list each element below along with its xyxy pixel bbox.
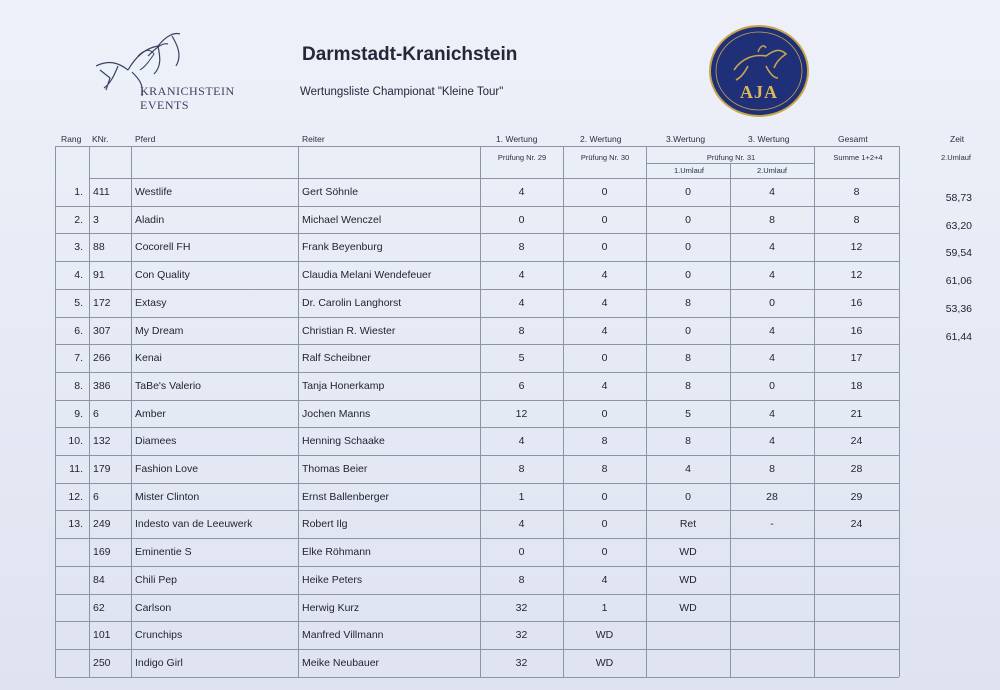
cell-w3a: 0 xyxy=(685,325,691,337)
cell-reiter: Robert Ilg xyxy=(302,518,348,530)
cell-gesamt: 28 xyxy=(850,463,863,475)
cell-w3a: 0 xyxy=(685,491,691,503)
cell-zeit: 59,54 xyxy=(945,247,972,259)
page-subtitle: Wertungsliste Championat "Kleine Tour" xyxy=(300,86,504,98)
cell-rang: 6. xyxy=(74,325,83,337)
cell-zeit: 61,06 xyxy=(945,275,972,287)
cell-gesamt: 16 xyxy=(850,297,863,309)
cell-w1: 4 xyxy=(518,297,525,309)
cell-reiter: Dr. Carolin Langhorst xyxy=(302,297,402,309)
header-gesamt: Gesamt xyxy=(838,134,868,144)
cell-reiter: Heike Peters xyxy=(302,574,363,586)
cell-w1: 5 xyxy=(518,352,525,364)
cell-gesamt: 24 xyxy=(850,435,863,447)
header-wertung-3a: 3.Wertung xyxy=(666,134,706,144)
cell-rang: 7. xyxy=(74,352,83,364)
subheader-pruefung-30: Prüfung Nr. 30 xyxy=(580,153,630,162)
cell-reiter: Thomas Beier xyxy=(302,463,368,475)
header-rang: Rang xyxy=(61,134,82,144)
cell-reiter: Ernst Ballenberger xyxy=(302,491,389,503)
cell-w2: 0 xyxy=(601,214,608,226)
row-divider-line xyxy=(55,233,899,234)
cell-w2: WD xyxy=(595,629,614,641)
cell-w3a: 0 xyxy=(685,241,691,253)
column-divider-line xyxy=(131,146,132,677)
cell-w2: 4 xyxy=(601,574,608,586)
cell-w3a: WD xyxy=(679,602,697,614)
cell-pferd: Amber xyxy=(135,408,166,420)
cell-knr: 88 xyxy=(93,241,105,253)
cell-reiter: Manfred Villmann xyxy=(302,629,384,641)
row-divider-line xyxy=(55,289,899,290)
cell-gesamt: 8 xyxy=(853,214,860,226)
cell-w1: 12 xyxy=(515,408,528,420)
cell-reiter: Ralf Scheibner xyxy=(302,352,371,364)
cell-pferd: Extasy xyxy=(135,297,167,309)
cell-gesamt: 18 xyxy=(850,380,863,392)
cell-reiter: Herwig Kurz xyxy=(302,602,360,614)
cell-reiter: Gert Söhnle xyxy=(302,186,359,198)
row-divider-line xyxy=(55,538,899,539)
cell-w3b: 28 xyxy=(766,491,778,503)
cell-knr: 386 xyxy=(93,380,111,392)
cell-pferd: Kenai xyxy=(135,352,162,364)
row-divider-line xyxy=(55,317,899,318)
cell-knr: 266 xyxy=(93,352,111,364)
cell-knr: 249 xyxy=(93,518,111,530)
badge-emblem-icon xyxy=(708,24,810,118)
cell-reiter: Henning Schaake xyxy=(302,435,385,447)
cell-w3b: 0 xyxy=(769,380,775,392)
cell-w3b: 4 xyxy=(769,352,775,364)
cell-w2: 0 xyxy=(601,491,608,503)
page-title: Darmstadt-Kranichstein xyxy=(302,44,518,65)
subheader-zeit-umlauf: 2.Umlauf xyxy=(940,153,971,162)
cell-w3b: 4 xyxy=(769,435,775,447)
subheader-umlauf-1: 1.Umlauf xyxy=(673,166,704,175)
cell-w3a: 0 xyxy=(685,269,691,281)
subheader-pruefung-29: Prüfung Nr. 29 xyxy=(497,153,547,162)
cell-w3a: 0 xyxy=(685,186,691,198)
cell-w2: 8 xyxy=(601,435,608,447)
cell-pferd: Con Quality xyxy=(135,269,190,281)
cell-pferd: Mister Clinton xyxy=(135,491,200,503)
header-pferd: Pferd xyxy=(135,134,156,144)
cell-w3a: 8 xyxy=(685,297,691,309)
cell-reiter: Michael Wenczel xyxy=(302,214,382,226)
cell-pferd: Diamees xyxy=(135,435,177,447)
row-divider-line xyxy=(55,344,899,345)
row-divider-line xyxy=(55,261,899,262)
table-top-line xyxy=(55,146,899,147)
cell-rang: 8. xyxy=(74,380,83,392)
header-wertung-3b: 3. Wertung xyxy=(748,134,790,144)
cell-pferd: Chili Pep xyxy=(135,574,178,586)
cell-reiter: Elke Röhmann xyxy=(302,546,371,558)
cell-w3a: 8 xyxy=(685,380,691,392)
cell-w2: 4 xyxy=(601,325,608,337)
row-divider-line xyxy=(55,372,899,373)
cell-rang: 9. xyxy=(74,408,83,420)
cell-w1: 8 xyxy=(518,325,525,337)
cell-w1: 32 xyxy=(515,657,528,669)
cell-w2: 0 xyxy=(601,546,608,558)
cell-w2: 4 xyxy=(601,380,608,392)
cell-w2: 0 xyxy=(601,186,608,198)
row-divider-line xyxy=(55,455,899,456)
cell-knr: 3 xyxy=(93,214,99,226)
cell-rang: 11. xyxy=(69,463,83,475)
header-zeit: Zeit xyxy=(950,134,965,144)
cell-rang: 2. xyxy=(74,214,83,226)
cell-w1: 32 xyxy=(515,629,528,641)
cell-pferd: Indigo Girl xyxy=(135,657,183,669)
cell-w1: 8 xyxy=(518,241,525,253)
header-wertung-1: 1. Wertung xyxy=(496,134,538,144)
subheader-umlauf-2: 2.Umlauf xyxy=(756,166,787,175)
cell-knr: 411 xyxy=(93,186,110,198)
column-divider-line xyxy=(89,146,90,677)
cell-reiter: Tanja Honerkamp xyxy=(302,380,385,392)
cell-knr: 172 xyxy=(93,297,111,309)
cell-w1: 4 xyxy=(518,518,525,530)
cell-w3b: 4 xyxy=(769,269,775,281)
cell-w1: 1 xyxy=(518,491,525,503)
header-wertung-2: 2. Wertung xyxy=(580,134,622,144)
cell-gesamt: 16 xyxy=(850,325,863,337)
cell-w2: 8 xyxy=(601,463,608,475)
subheader-pruefung-31: Prüfung Nr. 31 xyxy=(706,153,756,162)
row-divider-line xyxy=(55,594,899,595)
cell-w3a: 4 xyxy=(685,463,691,475)
cell-gesamt: 12 xyxy=(850,269,863,281)
cell-gesamt: 8 xyxy=(853,186,860,198)
logo-name: KRANICHSTEIN xyxy=(140,84,235,98)
cell-gesamt: 17 xyxy=(850,352,863,364)
column-divider-line xyxy=(298,146,299,677)
row-divider-line xyxy=(55,206,899,207)
row-divider-line xyxy=(55,621,899,622)
cell-w2: 0 xyxy=(601,352,608,364)
cell-pferd: Crunchips xyxy=(135,629,183,641)
cell-pferd: Indesto van de Leeuwerk xyxy=(135,518,253,530)
cell-pferd: Fashion Love xyxy=(135,463,199,475)
cell-knr: 307 xyxy=(93,325,111,337)
cell-rang: 10. xyxy=(68,435,83,447)
cell-reiter: Frank Beyenburg xyxy=(302,241,383,253)
cell-w3a: 5 xyxy=(685,408,691,420)
cell-w1: 8 xyxy=(518,574,525,586)
cell-w2: 0 xyxy=(601,408,608,420)
cell-reiter: Jochen Manns xyxy=(302,408,371,420)
cell-w3b: 0 xyxy=(769,297,775,309)
cell-pferd: Aladin xyxy=(135,214,165,226)
cell-zeit: 58,73 xyxy=(945,192,972,204)
cell-w3a: WD xyxy=(679,546,697,558)
cell-w1: 32 xyxy=(515,602,528,614)
cell-gesamt: 12 xyxy=(850,241,863,253)
cell-zeit: 61,44 xyxy=(945,331,972,343)
row-divider-line xyxy=(55,400,899,401)
cell-w1: 8 xyxy=(518,463,525,475)
cell-rang: 4. xyxy=(74,269,83,281)
cell-w3a: 8 xyxy=(685,435,691,447)
row-divider-line xyxy=(55,566,899,567)
cell-knr: 169 xyxy=(93,546,111,558)
header-knr: KNr. xyxy=(92,134,109,144)
subheader-summe: Summe 1+2+4 xyxy=(833,153,883,162)
badge-letters: AJA xyxy=(740,82,778,102)
cell-w3b: 4 xyxy=(769,325,775,337)
cell-w3b: 4 xyxy=(769,408,775,420)
row-divider-line xyxy=(55,649,899,650)
header-bottom-line xyxy=(89,178,899,179)
cell-knr: 91 xyxy=(93,269,105,281)
cell-w2: 1 xyxy=(601,602,608,614)
cell-w1: 4 xyxy=(518,186,525,198)
cell-pferd: My Dream xyxy=(135,325,184,337)
cell-gesamt: 24 xyxy=(850,518,863,530)
cell-reiter: Christian R. Wiester xyxy=(302,325,396,337)
aja-badge xyxy=(708,24,810,118)
cell-knr: 62 xyxy=(93,602,105,614)
cell-rang: 3. xyxy=(74,241,83,253)
cell-w3b: - xyxy=(770,518,774,530)
header-reiter: Reiter xyxy=(302,134,325,144)
cell-w1: 0 xyxy=(518,546,525,558)
row-divider-line xyxy=(55,483,899,484)
cell-gesamt: 29 xyxy=(850,491,863,503)
cell-zeit: 63,20 xyxy=(945,220,972,232)
cell-w3b: 4 xyxy=(769,186,775,198)
cell-w3a: Ret xyxy=(679,518,697,530)
cell-reiter: Claudia Melani Wendefeuer xyxy=(302,269,432,281)
cell-knr: 179 xyxy=(93,463,111,475)
cell-pferd: Westlife xyxy=(135,186,173,198)
cell-pferd: Eminentie S xyxy=(135,546,192,558)
cell-rang: 5. xyxy=(74,297,83,309)
cell-w3a: 0 xyxy=(685,214,691,226)
column-divider-line xyxy=(899,146,900,677)
cell-w2: 0 xyxy=(601,241,608,253)
logo-sub: EVENTS xyxy=(140,98,189,112)
cell-w1: 6 xyxy=(518,380,525,392)
cell-w2: 0 xyxy=(601,518,608,530)
cell-pferd: TaBe's Valerio xyxy=(135,380,202,392)
cell-knr: 101 xyxy=(93,629,111,641)
cell-rang: 12. xyxy=(68,491,83,503)
cell-w1: 4 xyxy=(518,435,525,447)
cell-pferd: Carlson xyxy=(135,602,172,614)
cell-w2: WD xyxy=(595,657,614,669)
kranichstein-logo xyxy=(88,26,258,126)
cell-knr: 6 xyxy=(93,408,99,420)
cell-w3b: 8 xyxy=(769,463,775,475)
row-divider-line xyxy=(55,510,899,511)
cell-knr: 250 xyxy=(93,657,111,669)
cell-knr: 84 xyxy=(93,574,105,586)
cell-w3b: 4 xyxy=(769,241,775,253)
cell-w1: 4 xyxy=(518,269,525,281)
cell-knr: 6 xyxy=(93,491,99,503)
cell-rang: 13. xyxy=(68,518,83,530)
cell-zeit: 53,36 xyxy=(945,303,972,315)
cell-w1: 0 xyxy=(518,214,525,226)
cell-knr: 132 xyxy=(93,435,111,447)
cell-w2: 4 xyxy=(601,297,608,309)
cell-pferd: Cocorell FH xyxy=(135,241,191,253)
cell-w3b: 8 xyxy=(769,214,775,226)
cell-w3a: 8 xyxy=(685,352,691,364)
cell-reiter: Meike Neubauer xyxy=(302,657,380,669)
row-divider-line xyxy=(55,427,899,428)
cell-w2: 4 xyxy=(601,269,608,281)
cell-w3a: WD xyxy=(679,574,697,586)
cell-rang: 1. xyxy=(74,186,83,198)
row-divider-line xyxy=(55,677,899,678)
cell-gesamt: 21 xyxy=(850,408,863,420)
